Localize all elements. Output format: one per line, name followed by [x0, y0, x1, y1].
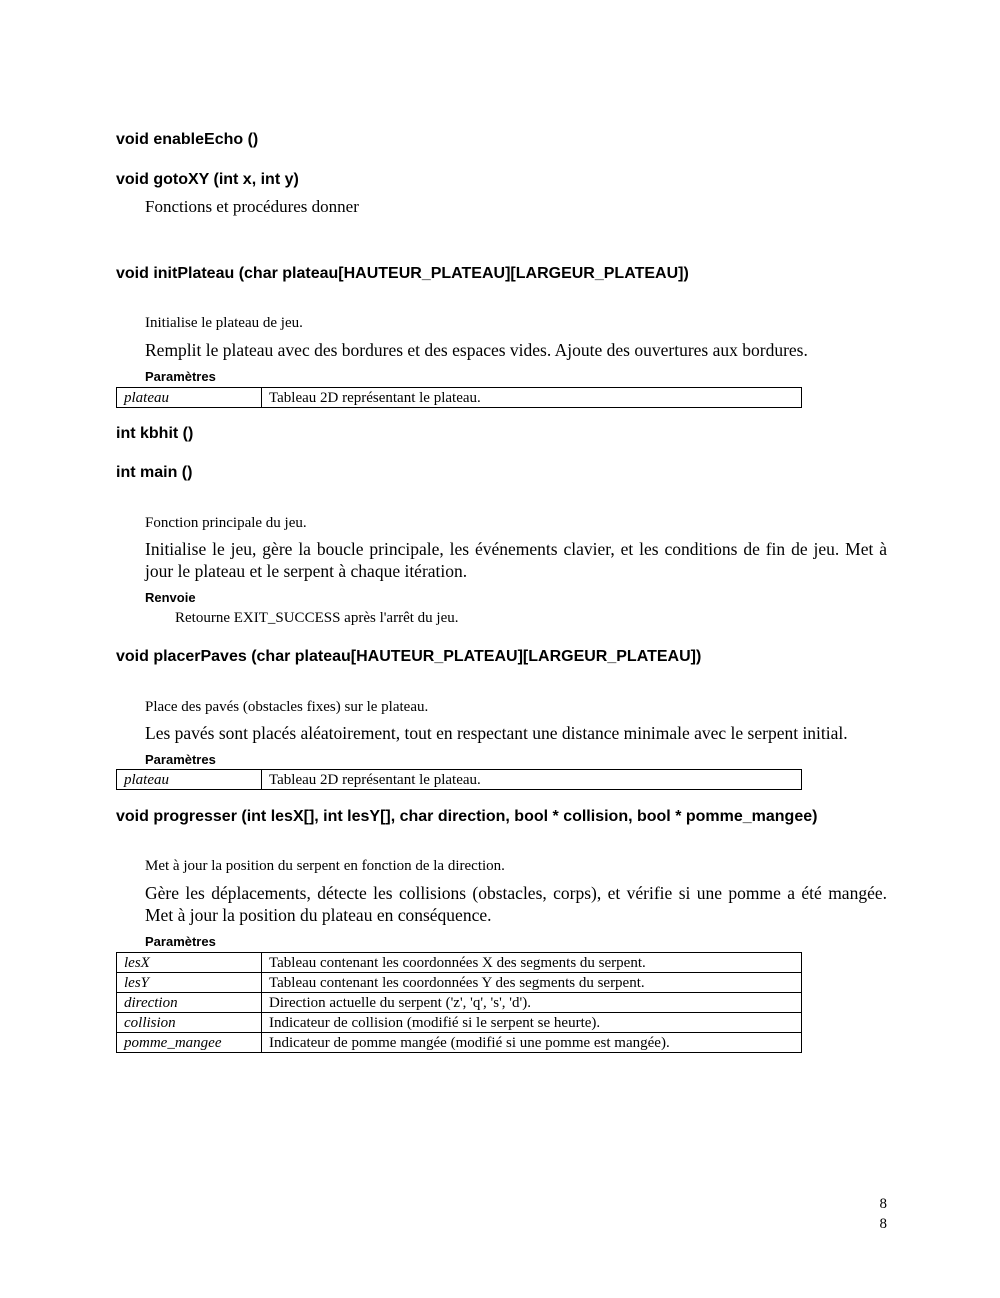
function-brief-placerPaves: Place des pavés (obstacles fixes) sur le plateau. — [145, 699, 429, 715]
param-desc: Tableau contenant les coordonnées Y des segments du serpent. — [262, 973, 802, 993]
param-desc: Direction actuelle du serpent ('z', 'q', 's', 'd'). — [262, 993, 802, 1013]
param-row — [117, 1033, 802, 1053]
param-name: direction — [117, 993, 262, 1013]
function-detail-progresser: Gère les déplacements, détecte les collisions (obstacles, corps), et vérifie si une pomme a été mangée. Met à jour la position du plateau en conséquence. — [145, 883, 887, 925]
function-detail-gotoXY: Fonctions et procédures donner — [145, 197, 359, 216]
params-table-progresser — [116, 952, 802, 1053]
param-name: lesY — [117, 973, 262, 993]
param-row — [117, 388, 802, 408]
param-name: lesX — [117, 953, 262, 973]
function-signature-placerPaves: void placerPaves (char plateau[HAUTEUR_PLATEAU][LARGEUR_PLATEAU]) — [116, 648, 702, 665]
page-number: 8 — [879, 1196, 887, 1212]
param-desc: Tableau contenant les coordonnées X des segments du serpent. — [262, 953, 802, 973]
function-signature-gotoXY: void gotoXY (int x, int y) — [116, 171, 299, 188]
returns-text-main: Retourne EXIT_SUCCESS après l'arrêt du jeu. — [175, 610, 459, 626]
function-detail-main: Initialise le jeu, gère la boucle principale, les événements clavier, et les conditions de fin de jeu. Met à jour le plateau et le serpent à chaque itération. — [145, 539, 887, 581]
param-desc: Tableau 2D représentant le plateau. — [262, 770, 802, 790]
params-table-placerPaves — [116, 769, 802, 790]
param-row — [117, 1013, 802, 1033]
params-table-initPlateau — [116, 387, 802, 408]
param-name: pomme_mangee — [117, 1033, 262, 1053]
returns-label-main: Renvoie — [145, 590, 196, 605]
function-signature-kbhit: int kbhit () — [116, 425, 194, 442]
params-label-placerPaves: Paramètres — [145, 752, 216, 767]
function-signature-progresser: void progresser (int lesX[], int lesY[], char direction, bool * collision, bool * pomme_mangee) — [116, 808, 818, 825]
params-label-initPlateau: Paramètres — [145, 369, 216, 384]
param-row — [117, 953, 802, 973]
param-desc: Indicateur de collision (modifié si le serpent se heurte). — [262, 1013, 802, 1033]
param-name: plateau — [117, 770, 262, 790]
function-brief-main: Fonction principale du jeu. — [145, 515, 307, 531]
function-detail-placerPaves: Les pavés sont placés aléatoirement, tout en respectant une distance minimale avec le serpent initial. — [145, 723, 848, 743]
param-desc: Tableau 2D représentant le plateau. — [262, 388, 802, 408]
param-name: plateau — [117, 388, 262, 408]
param-row — [117, 770, 802, 790]
function-signature-initPlateau: void initPlateau (char plateau[HAUTEUR_PLATEAU][LARGEUR_PLATEAU]) — [116, 265, 689, 282]
param-row — [117, 973, 802, 993]
param-row — [117, 993, 802, 1013]
params-label-progresser: Paramètres — [145, 934, 216, 949]
param-name: collision — [117, 1013, 262, 1033]
function-signature-enableEcho: void enableEcho () — [116, 131, 259, 148]
function-brief-progresser: Met à jour la position du serpent en fonction de la direction. — [145, 858, 505, 874]
function-brief-initPlateau: Initialise le plateau de jeu. — [145, 315, 303, 331]
function-detail-initPlateau: Remplit le plateau avec des bordures et des espaces vides. Ajoute des ouvertures aux bordures. — [145, 340, 808, 360]
page-number-repeat: 8 — [879, 1216, 887, 1232]
function-signature-main: int main () — [116, 464, 193, 481]
param-desc: Indicateur de pomme mangée (modifié si une pomme est mangée). — [262, 1033, 802, 1053]
